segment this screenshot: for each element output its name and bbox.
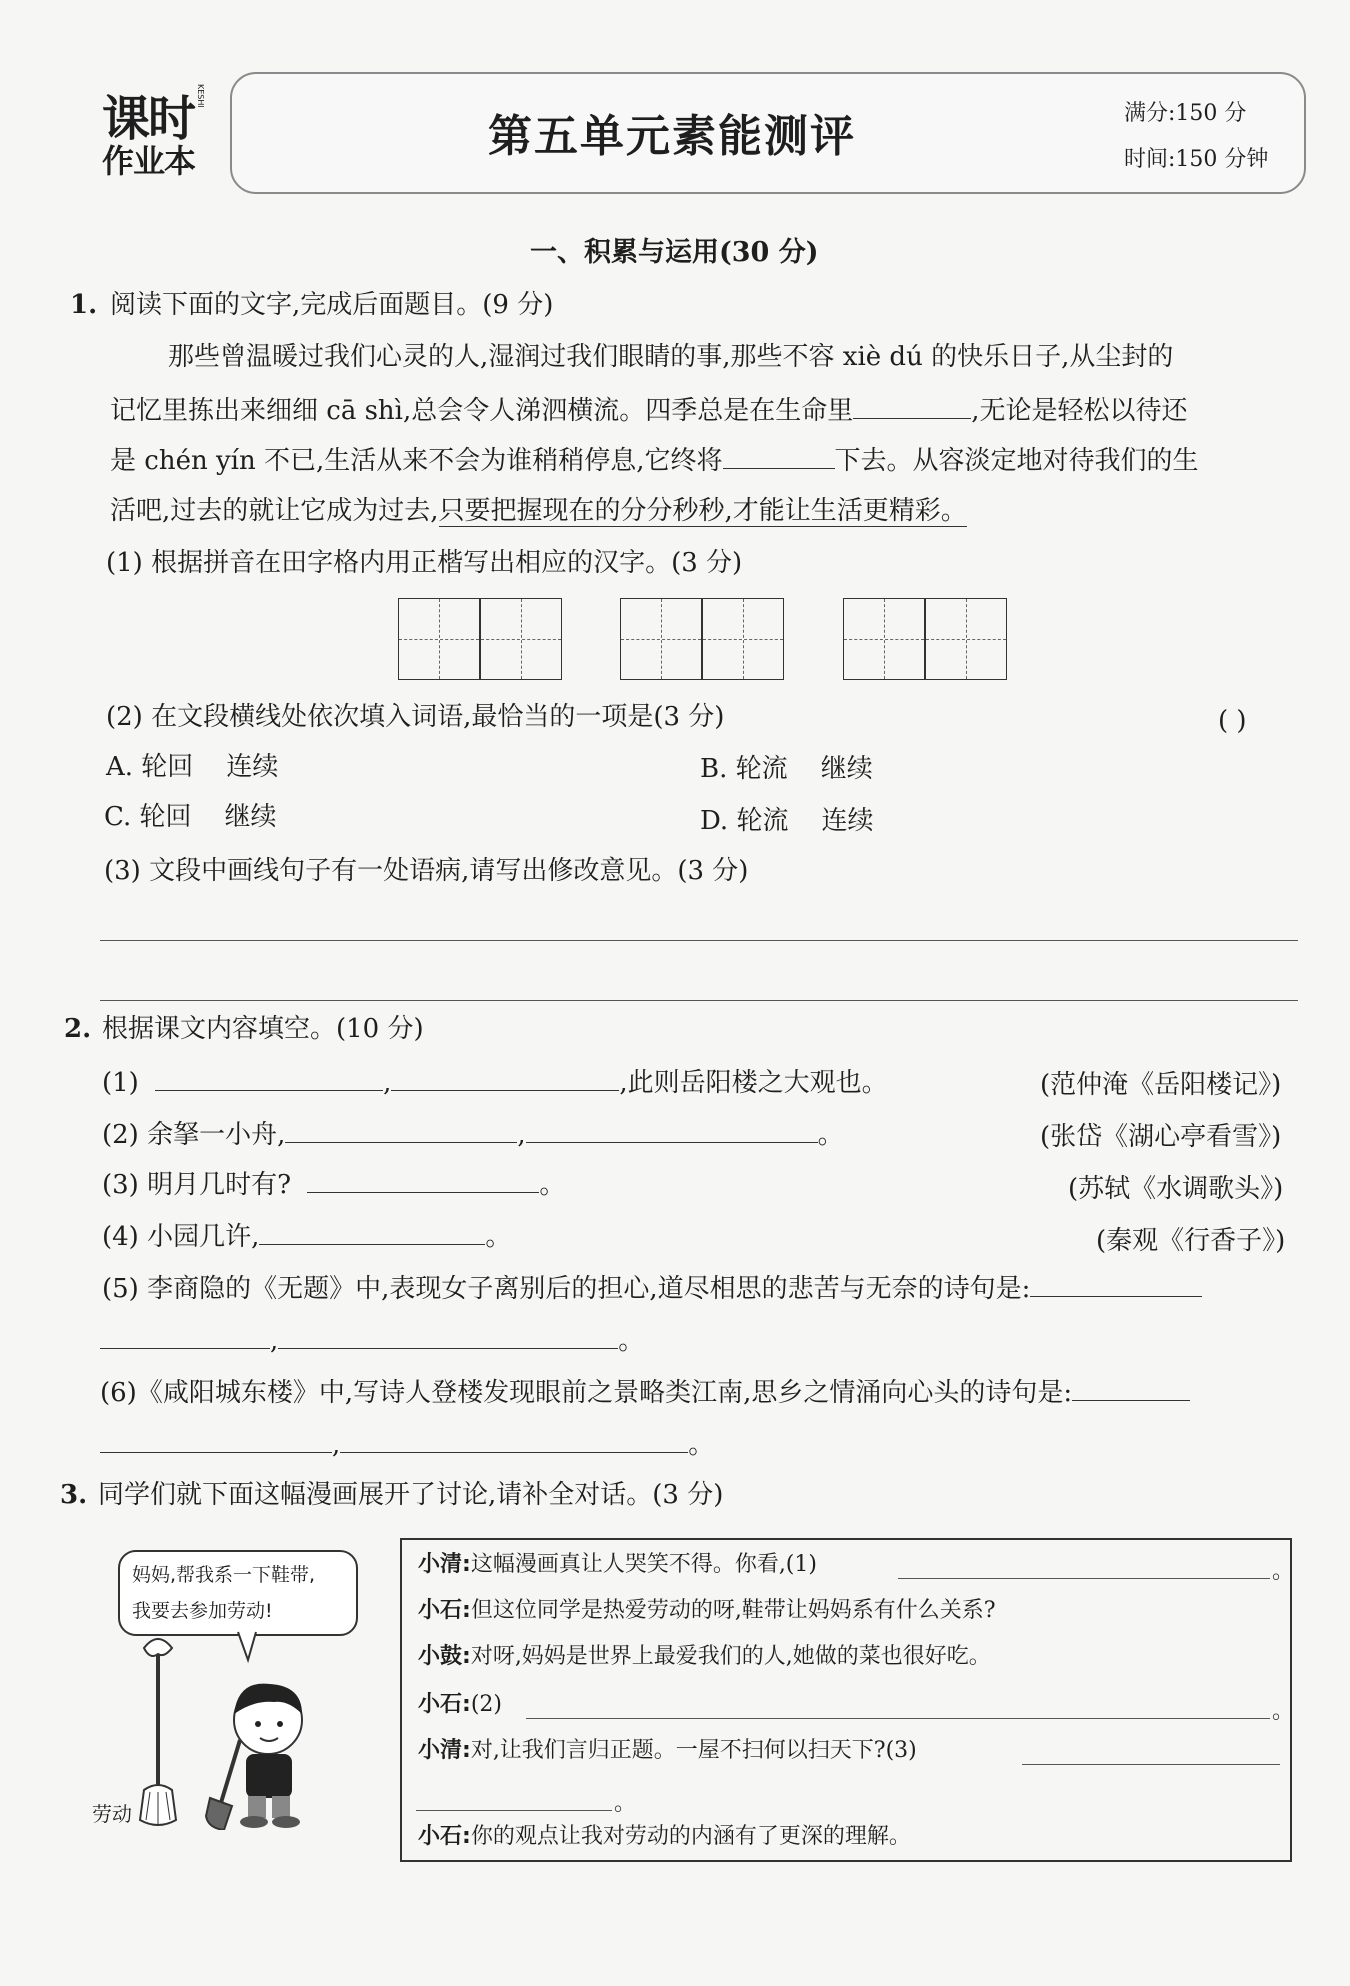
q2-blank[interactable] [100, 1426, 332, 1453]
dialogue-blank[interactable] [526, 1718, 1270, 1719]
answer-line[interactable] [100, 940, 1298, 941]
q2-item6-post: 。 [688, 1430, 715, 1460]
speaker-name: 小清: [418, 1738, 471, 1763]
q3-number: 3. [60, 1480, 88, 1510]
q3-prompt: 同学们就下面这幅漫画展开了讨论,请补全对话。(3 分) [98, 1480, 724, 1510]
q2-item1-sep: , [383, 1068, 392, 1098]
q2-item5-sep: , [270, 1326, 279, 1356]
speaker-name: 小鼓: [418, 1644, 471, 1669]
q2-blank[interactable] [391, 1064, 619, 1091]
tian-grid-cell[interactable] [398, 598, 480, 680]
dialogue-line-6 [418, 1822, 911, 1852]
q1-sub2: (2) 在文段横线处依次填入词语,最恰当的一项是(3 分) [106, 702, 725, 732]
tian-grid-cell[interactable] [843, 598, 925, 680]
q2-blank[interactable] [100, 1322, 270, 1349]
q2-item2 [102, 1116, 844, 1152]
dialogue-text: 对呀,妈妈是世界上最爱我们的人,她做的菜也很好吃。 [470, 1644, 991, 1669]
q2-item4-pre: (4) 小园几许, [102, 1222, 260, 1252]
q2-item1 [102, 1064, 888, 1100]
section-title: 一、积累与运用(30 分) [530, 237, 819, 268]
q1-passage-line2a: 记忆里拣出来细细 cā shì,总会令人涕泗横流。四季总是在生命里 [110, 396, 854, 426]
dialogue-blank[interactable] [898, 1578, 1270, 1579]
q2-blank[interactable] [285, 1116, 517, 1143]
dialogue-end: 。 [1272, 1559, 1295, 1584]
option-b[interactable]: B. 轮流 继续 [700, 754, 873, 784]
q1-number: 1. [70, 290, 98, 320]
q1-prompt: 阅读下面的文字,完成后面题目。(9 分) [110, 290, 554, 320]
dialogue-end: 。 [1272, 1699, 1295, 1724]
q2-item6-cont [100, 1426, 714, 1462]
logo [96, 80, 216, 180]
q2-item3-pre: (3) 明月几时有? [102, 1170, 292, 1200]
q2-item5-text: (5) 李商隐的《无题》中,表现女子离别后的担心,道尽相思的悲苦与无奈的诗句是: [102, 1274, 1031, 1304]
page-title: 第五单元素能测评 [488, 111, 856, 162]
q1-sub3: (3) 文段中画线句子有一处语病,请写出修改意见。(3 分) [104, 856, 749, 886]
q2-blank[interactable] [340, 1426, 688, 1453]
dialogue-text: 你的观点让我对劳动的内涵有了更深的理解。 [470, 1824, 911, 1849]
logo-sub: KESHI [196, 84, 205, 108]
dialogue-blank[interactable] [1022, 1764, 1280, 1765]
q2-number: 2. [64, 1014, 92, 1044]
time-limit: 时间:150 分钟 [1124, 147, 1269, 172]
dialogue-line-2 [418, 1596, 996, 1626]
q2-blank[interactable] [155, 1064, 383, 1091]
full-score: 满分:150 分 [1124, 101, 1247, 126]
q2-item2-sep: , [517, 1120, 526, 1150]
q2-blank[interactable] [1030, 1270, 1202, 1297]
option-d[interactable]: D. 轮流 连续 [700, 806, 874, 836]
dialogue-text: 对,让我们言归正题。一屋不扫何以扫天下?(3) [470, 1738, 917, 1763]
q1-passage-line4 [110, 494, 967, 528]
q1-passage-line3b: 下去。从容淡定地对待我们的生 [834, 446, 1199, 476]
q2-item5-cont [100, 1322, 644, 1358]
q2-item1-post: ,此则岳阳楼之大观也。 [619, 1068, 888, 1098]
dialogue-text: (2) [470, 1692, 502, 1717]
dialogue-line-4 [418, 1690, 502, 1720]
speaker-name: 小石: [418, 1692, 471, 1717]
dialogue-line-1 [418, 1550, 817, 1580]
q2-item4-source: (秦观《行香子》) [1096, 1226, 1286, 1256]
q1-passage-line3 [110, 442, 1199, 478]
speech-bubble [118, 1550, 358, 1636]
q2-item1-pre: (1) [102, 1068, 139, 1098]
dialogue-end: 。 [614, 1791, 637, 1816]
bubble-line2: 我要去参加劳动! [132, 1600, 273, 1622]
option-a[interactable]: A. 轮回 连续 [106, 752, 279, 782]
q1-passage-line4a: 活吧,过去的就让它成为过去, [110, 496, 439, 526]
comic-caption: 劳动 [92, 1802, 132, 1826]
q2-item4-post: 。 [485, 1222, 512, 1252]
dialogue-box [400, 1538, 1295, 1862]
tian-grid-cell[interactable] [620, 598, 702, 680]
tian-grid-cell[interactable] [480, 598, 562, 680]
q2-item4 [102, 1218, 511, 1254]
q2-item5 [102, 1270, 1202, 1306]
q2-item3-post: 。 [539, 1170, 566, 1200]
logo-line2: 作业本 [102, 142, 196, 180]
q2-item6-text: (6)《咸阳城东楼》中,写诗人登楼发现眼前之景略类江南,思乡之情涌向心头的诗句是: [100, 1378, 1073, 1408]
q2-item6-sep: , [332, 1430, 341, 1460]
q2-item6 [100, 1374, 1190, 1410]
option-c[interactable]: C. 轮回 继续 [104, 802, 277, 832]
q1-blank-2[interactable] [723, 442, 835, 469]
q2-item5-post: 。 [618, 1326, 645, 1356]
logo-line1: 课时 [102, 91, 195, 147]
q2-prompt: 根据课文内容填空。(10 分) [102, 1014, 424, 1044]
q1-blank-1[interactable] [853, 392, 971, 419]
speaker-name: 小石: [418, 1598, 471, 1623]
q2-blank[interactable] [259, 1218, 485, 1245]
dialogue-blank[interactable] [416, 1810, 612, 1811]
tian-grid-cell[interactable] [702, 598, 784, 680]
dialogue-text: 但这位同学是热爱劳动的呀,鞋带让妈妈系有什么关系? [470, 1598, 996, 1623]
q1-sub1: (1) 根据拼音在田字格内用正楷写出相应的汉字。(3 分) [106, 548, 743, 578]
q2-item2-pre: (2) 余拏一小舟, [102, 1120, 286, 1150]
q2-blank[interactable] [1072, 1374, 1190, 1401]
answer-line[interactable] [100, 1000, 1298, 1001]
q1-passage-line2 [110, 392, 1188, 428]
bubble-line1: 妈妈,帮我系一下鞋带, [132, 1564, 316, 1586]
q2-item3 [102, 1166, 565, 1202]
q1-underlined-sentence: 只要把握现在的分分秒秒,才能让生活更精彩。 [438, 496, 967, 526]
q2-blank[interactable] [307, 1166, 539, 1193]
q2-item3-source: (苏轼《水调歌头》) [1068, 1174, 1284, 1204]
dialogue-line-3 [418, 1642, 991, 1672]
q1-passage-line3a: 是 chén yín 不已,生活从来不会为谁稍稍停息,它终将 [110, 446, 723, 476]
speaker-name: 小石: [418, 1824, 471, 1849]
dialogue-text: 这幅漫画真让人哭笑不得。你看,(1) [470, 1552, 817, 1577]
q1-passage-line1: 那些曾温暖过我们心灵的人,湿润过我们眼睛的事,那些不容 xiè dú 的快乐日子,从尘封的 [168, 342, 1174, 372]
answer-bracket[interactable]: ( ) [1218, 706, 1247, 736]
q2-item1-source: (范仲淹《岳阳楼记》) [1040, 1070, 1282, 1100]
q2-blank[interactable] [526, 1116, 818, 1143]
speaker-name: 小清: [418, 1552, 471, 1577]
q2-item2-source: (张岱《湖心亭看雪》) [1040, 1122, 1282, 1152]
dialogue-line-5 [418, 1736, 917, 1766]
q1-passage-line2b: ,无论是轻松以待还 [971, 396, 1188, 426]
q2-item2-post: 。 [817, 1120, 844, 1150]
q2-blank[interactable] [278, 1322, 618, 1349]
tian-grid-cell[interactable] [925, 598, 1007, 680]
